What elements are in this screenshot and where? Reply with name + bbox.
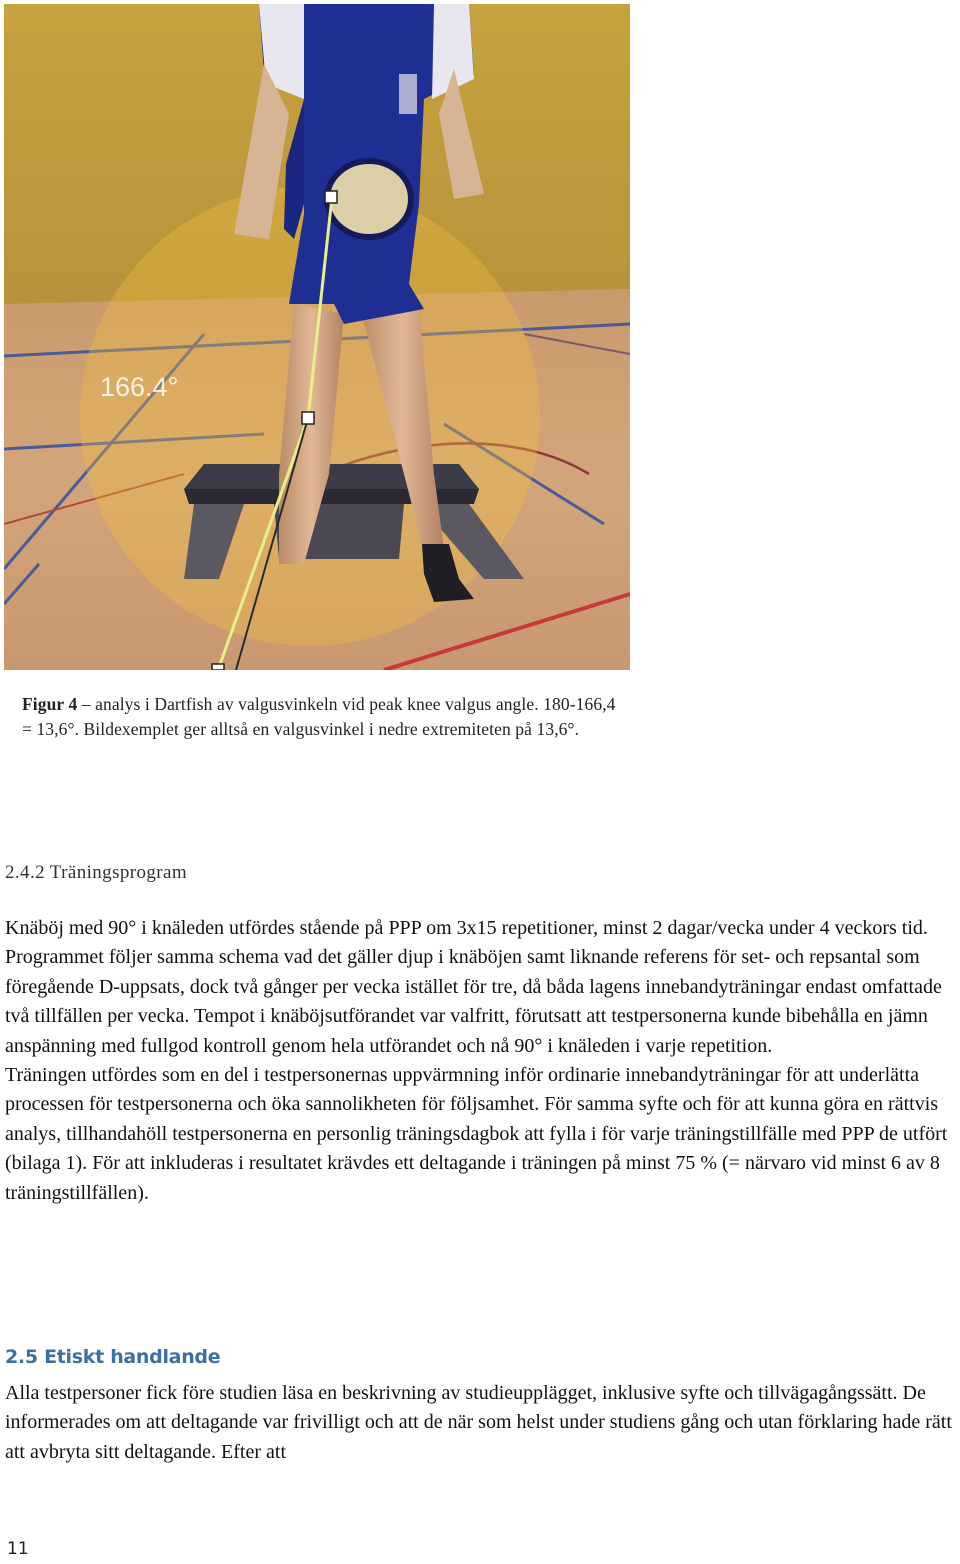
section-2-4-2-body [5, 914, 957, 1208]
knee-marker[interactable] [302, 412, 314, 424]
hip-marker[interactable] [325, 191, 337, 203]
section-2-5-body [5, 1379, 957, 1467]
figure-photo [4, 4, 630, 670]
ankle-marker[interactable] [212, 664, 224, 670]
figure-caption [22, 692, 622, 742]
paragraph: Alla testpersoner fick före studien läsa en beskrivning av studieupplägget, inklusive syfte och tillvägagångssätt. De informerades om att deltagande var frivilligt och att de när som helst under studiens gång och utan förklaring hade rätt att avbryta sitt deltagande. Efter att [5, 1382, 952, 1463]
paragraph: Träningen utfördes som en del i testpersonernas uppvärmning inför ordinarie innebandyträningar för att underlätta processen för testpersonerna och öka sannolikheten för följsamhet. För samma syfte och för att kunna göra en rättvis analys, tillhandahöll testpersonerna en personlig träningsdagbok att fylla i för varje träningstillfälle med PPP de utfört (bilaga 1). För att inkluderas i resultatet krävdes ett deltagande i träningen på minst 75 % (= närvaro vid minst 6 av 8 träningstillfällen). [5, 1064, 948, 1204]
caption-text: – analys i Dartfish av valgusvinkeln vid peak knee valgus angle. 180-166,4 = 13,6°. Bildexemplet ger alltså en valgusvinkel i nedre extremiteten på 13,6°. [22, 694, 616, 739]
caption-label: Figur 4 [22, 694, 78, 714]
section-heading-2-5: 2.5 Etiskt handlande [5, 1346, 221, 1368]
jersey-logo [327, 161, 411, 237]
paragraph: Knäböj med 90° i knäleden utfördes stående på PPP om 3x15 repetitioner, minst 2 dagar/vecka under 4 veckors tid. Programmet följer samma schema vad det gäller djup i knäböjen samt liknande referens för set- och repsantal som föregående D-uppsats, dock två gånger per vecka istället för tre, då båda lagens innebandyträningar endast omfattade två tillfällen per vecka. Tempot i knäböjsutförandet var valfritt, förutsatt att testpersonerna kunde bibehålla en jämn anspänning med fullgod kontroll genom hela utförandet och nå 90° i knäleden i varje repetition. [5, 917, 942, 1057]
angle-label: 166.4° [100, 372, 179, 402]
page-number: 11 [7, 1539, 29, 1559]
section-heading-2-4-2: 2.4.2 Träningsprogram [5, 862, 188, 883]
